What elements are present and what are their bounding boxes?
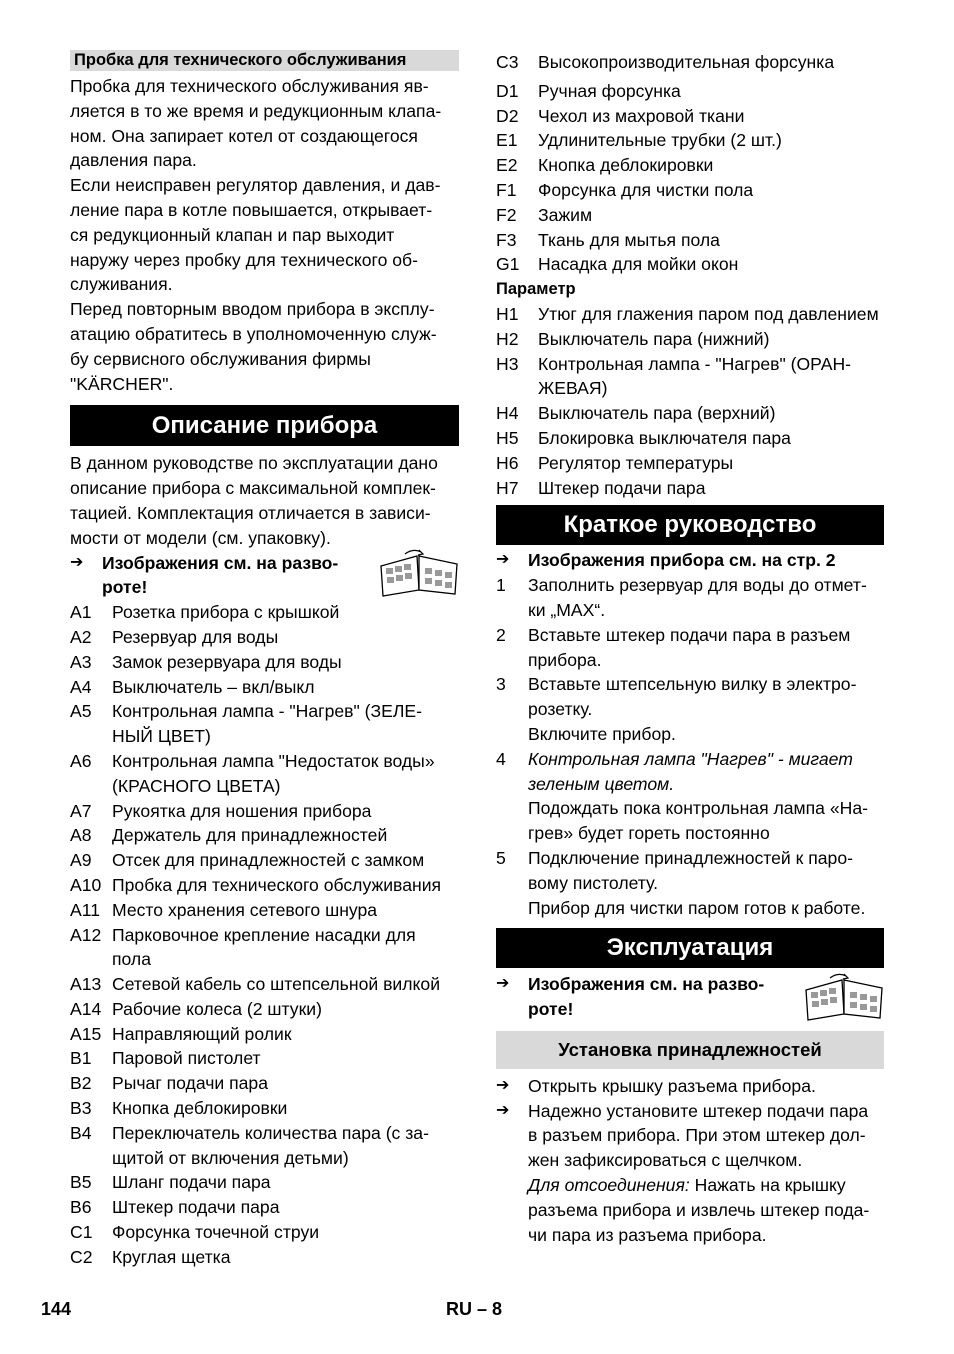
paragraph: В данном руководстве по эксплуатации дано описание прибора с максимальной комплек- тацией. Комплектация отличается в зависи- мости от модели (см. упаковку). bbox=[70, 453, 438, 548]
note-text: Изображения см. на разво- роте! bbox=[102, 552, 339, 598]
list-item bbox=[70, 699, 459, 749]
item-text: Сетевой кабель со штепсельной вилкой bbox=[112, 974, 441, 995]
list-item bbox=[496, 672, 884, 746]
paragraph: Если неисправен регулятор давления, и дав- ление пара в котле повышается, открывает- ся редукционный клапан и пар выходит наружу через пробку для технического об- служивания. bbox=[70, 175, 441, 295]
parameter-label: Параметр bbox=[496, 280, 576, 299]
list-item bbox=[496, 401, 884, 426]
item-text: Контрольная лампа - "Нагрев" (ОРАН- ЖЕВАЯ) bbox=[538, 353, 852, 399]
item-text: Зажим bbox=[538, 204, 593, 225]
item-code: B5 bbox=[70, 1172, 92, 1193]
item-text: Рычаг подачи пара bbox=[112, 1073, 268, 1094]
list-item bbox=[496, 104, 884, 129]
item-text: Место хранения сетевого шнура bbox=[112, 899, 378, 920]
list-item bbox=[496, 846, 884, 920]
list-item bbox=[496, 252, 884, 277]
section-heading: Описание прибора bbox=[70, 405, 459, 446]
list-item bbox=[496, 153, 884, 178]
list-item bbox=[496, 747, 884, 846]
item-code: E1 bbox=[496, 130, 518, 151]
item-text: Замок резервуара для воды bbox=[112, 651, 342, 672]
item-text: Направляющий ролик bbox=[112, 1023, 292, 1044]
list-item bbox=[496, 623, 884, 673]
paragraph: Перед повторным вводом прибора в эксплу- атацию обратитесь в уполномоченную служ- бу сервисного обслуживания фирмы "KÄRCHER". bbox=[70, 299, 437, 394]
item-text: Насадка для мойки окон bbox=[538, 254, 739, 275]
item-text: Отсек для принадлежностей с замком bbox=[112, 850, 425, 871]
list-item bbox=[70, 823, 459, 848]
item-code: H4 bbox=[496, 403, 519, 424]
list-item bbox=[496, 50, 884, 75]
list-item bbox=[496, 203, 884, 228]
item-text: Ткань для мытья пола bbox=[538, 229, 720, 250]
section-heading: Краткое руководство bbox=[496, 505, 884, 545]
list-item bbox=[70, 1245, 459, 1270]
item-text: Рабочие колеса (2 штуки) bbox=[112, 998, 322, 1019]
item-code: F1 bbox=[496, 179, 517, 200]
text-line: Контрольная лампа "Нагрев" - мигает bbox=[528, 748, 853, 769]
list-item bbox=[496, 426, 884, 451]
item-code: 3 bbox=[496, 674, 506, 695]
item-text: Выключатель – вкл/выкл bbox=[112, 676, 315, 697]
item-code: 2 bbox=[496, 624, 506, 645]
list-item bbox=[70, 675, 459, 700]
list-item bbox=[496, 178, 884, 203]
item-code: A8 bbox=[70, 825, 92, 846]
arrow-icon: ➔ bbox=[496, 1076, 510, 1094]
arrow-icon: ➔ bbox=[496, 975, 510, 993]
item-code: A14 bbox=[70, 998, 102, 1019]
item-text: Чехол из махровой ткани bbox=[538, 105, 745, 126]
item-text: Контрольная лампа "Нагрев" - мигает зеленым цветом. Подождать пока контрольная лампа «На- грев» будет гореть постоянно bbox=[528, 748, 868, 844]
list-item bbox=[70, 1220, 459, 1245]
item-code: B3 bbox=[70, 1098, 92, 1119]
item-text: Шланг подачи пара bbox=[112, 1172, 271, 1193]
list-item bbox=[496, 228, 884, 253]
list-item bbox=[70, 600, 459, 625]
list-item bbox=[70, 898, 459, 923]
item-code: B4 bbox=[70, 1122, 92, 1143]
list-item bbox=[70, 749, 459, 799]
book-icon bbox=[802, 972, 886, 1027]
item-code: H1 bbox=[496, 303, 519, 324]
item-code: G1 bbox=[496, 254, 520, 275]
list-item bbox=[496, 352, 884, 402]
item-text: Утюг для глажения паром под давлением bbox=[538, 303, 879, 324]
item-code: F3 bbox=[496, 229, 517, 250]
item-text: Парковочное крепление насадки для пола bbox=[112, 924, 416, 970]
item-text: Вставьте штепсельную вилку в электро- розетку. Включите прибор. bbox=[528, 674, 857, 744]
note-text: Надежно установите штекер подачи пара в разъем прибора. При этом штекер дол- жен зафиксироваться с щелчком. Для отсоединения: Нажать на крышку разъема прибора и извлечь штекер пода- чи пара из разъема прибора. bbox=[528, 1100, 870, 1245]
item-code: A11 bbox=[70, 899, 100, 920]
list-item bbox=[496, 128, 884, 153]
list-item bbox=[496, 302, 884, 327]
book-icon bbox=[377, 548, 461, 603]
list-item bbox=[496, 476, 884, 501]
item-code: H3 bbox=[496, 353, 519, 374]
item-code: D1 bbox=[496, 80, 519, 101]
list-item bbox=[70, 1121, 459, 1171]
item-code: F2 bbox=[496, 204, 517, 225]
item-text: Форсунка точечной струи bbox=[112, 1222, 320, 1243]
item-text: Штекер подачи пара bbox=[538, 477, 706, 498]
item-code: 1 bbox=[496, 575, 506, 596]
list-item bbox=[70, 650, 459, 675]
item-code: A6 bbox=[70, 750, 92, 771]
list-item bbox=[496, 573, 884, 623]
item-code: A15 bbox=[70, 1023, 102, 1044]
list-item bbox=[496, 327, 884, 352]
item-code: C3 bbox=[496, 52, 519, 72]
note-text: Открыть крышку разъема прибора. bbox=[528, 1075, 816, 1096]
item-text: Контрольная лампа "Недостаток воды» (КРАСНОГО ЦВЕТА) bbox=[112, 750, 435, 796]
item-text: Выключатель пара (верхний) bbox=[538, 403, 776, 424]
item-text: Контрольная лампа - "Нагрев" (ЗЕЛЕ- НЫЙ ЦВЕТ) bbox=[112, 701, 422, 747]
list-item bbox=[70, 1195, 459, 1220]
item-text: Штекер подачи пара bbox=[112, 1197, 280, 1218]
list-item bbox=[70, 1046, 459, 1071]
arrow-note bbox=[496, 548, 884, 573]
subsection-heading: Пробка для технического обслуживания bbox=[70, 50, 459, 71]
item-text: Форсунка для чистки пола bbox=[538, 179, 754, 200]
subsection-heading: Установка принадлежностей bbox=[496, 1031, 884, 1069]
list-item bbox=[496, 79, 884, 104]
note-text: Изображения см. на разво- роте! bbox=[528, 974, 765, 1020]
item-code: A9 bbox=[70, 850, 92, 871]
arrow-icon: ➔ bbox=[70, 553, 84, 571]
item-code: A3 bbox=[70, 651, 92, 672]
item-code: H5 bbox=[496, 427, 519, 448]
list-item bbox=[70, 873, 459, 898]
item-code: A10 bbox=[70, 874, 102, 895]
list-item bbox=[70, 972, 459, 997]
item-code: 5 bbox=[496, 847, 506, 868]
item-text: Держатель для принадлежностей bbox=[112, 825, 388, 846]
item-code: A7 bbox=[70, 800, 92, 821]
item-text: Выключатель пара (нижний) bbox=[538, 328, 770, 349]
text-line: Для отсоединения: bbox=[528, 1175, 690, 1196]
item-code: A1 bbox=[70, 602, 92, 623]
right-column bbox=[496, 50, 884, 1247]
section-heading: Эксплуатация bbox=[496, 928, 884, 968]
list-item bbox=[70, 799, 459, 824]
item-code: C1 bbox=[70, 1222, 93, 1243]
item-text: Заполнить резервуар для воды до отмет- ки „MAX“. bbox=[528, 575, 867, 620]
item-text: Вставьте штекер подачи пара в разъем прибора. bbox=[528, 624, 851, 670]
item-text: Кнопка деблокировки bbox=[538, 155, 714, 176]
arrow-note bbox=[496, 1099, 884, 1248]
item-text: Розетка прибора с крышкой bbox=[112, 602, 340, 623]
item-text: Регулятор температуры bbox=[538, 452, 734, 473]
item-code: H2 bbox=[496, 328, 519, 349]
note-text: Изображения прибора см. на стр. 2 bbox=[528, 550, 836, 571]
list-item bbox=[70, 625, 459, 650]
item-text: Рукоятка для ношения прибора bbox=[112, 800, 372, 821]
item-code: A2 bbox=[70, 626, 92, 647]
item-text: Ручная форсунка bbox=[538, 80, 681, 101]
list-item bbox=[70, 1071, 459, 1096]
item-text: Резервуар для воды bbox=[112, 626, 279, 647]
item-text: Удлинительные трубки (2 шт.) bbox=[538, 130, 782, 151]
arrow-note bbox=[496, 1074, 884, 1099]
page-number: 144 bbox=[41, 1299, 72, 1319]
list-item bbox=[70, 1096, 459, 1121]
item-text: Блокировка выключателя пара bbox=[538, 427, 791, 448]
list-item bbox=[70, 1022, 459, 1047]
text-line: зеленым цветом. bbox=[528, 773, 675, 794]
item-code: A5 bbox=[70, 701, 92, 722]
item-text: Подключение принадлежностей к паро- вому пистолету. Прибор для чистки паром готов к работе. bbox=[528, 847, 866, 918]
item-code: A4 bbox=[70, 676, 92, 697]
left-column bbox=[70, 50, 459, 1270]
list-item bbox=[496, 451, 884, 476]
item-text: Круглая щетка bbox=[112, 1246, 231, 1267]
arrow-icon: ➔ bbox=[496, 1101, 510, 1119]
item-text: Кнопка деблокировки bbox=[112, 1098, 288, 1119]
list-item bbox=[70, 848, 459, 873]
section-label: RU – 8 bbox=[446, 1299, 503, 1319]
item-code: C2 bbox=[70, 1246, 93, 1267]
item-code: E2 bbox=[496, 155, 518, 176]
item-code: A13 bbox=[70, 974, 102, 995]
list-item bbox=[70, 923, 459, 973]
arrow-icon: ➔ bbox=[496, 551, 510, 569]
item-code: B1 bbox=[70, 1048, 92, 1069]
list-item bbox=[70, 997, 459, 1022]
item-code: 4 bbox=[496, 748, 506, 769]
item-text: Паровой пистолет bbox=[112, 1048, 261, 1069]
item-text: Высокопроизводительная форсунка bbox=[538, 52, 835, 72]
item-text: Переключатель количества пара (с за- щитой от включения детьми) bbox=[112, 1122, 429, 1168]
paragraph: Пробка для технического обслуживания яв- ляется в то же время и редукционным клапа- ном. Она запирает котел от создающегося давления пара. bbox=[70, 76, 442, 171]
item-code: D2 bbox=[496, 105, 519, 126]
item-code: B6 bbox=[70, 1197, 92, 1218]
item-code: B2 bbox=[70, 1073, 92, 1094]
item-code: H6 bbox=[496, 452, 519, 473]
item-code: H7 bbox=[496, 477, 519, 498]
item-text: Пробка для технического обслуживания bbox=[112, 874, 442, 895]
list-item bbox=[70, 1170, 459, 1195]
item-code: A12 bbox=[70, 924, 102, 945]
